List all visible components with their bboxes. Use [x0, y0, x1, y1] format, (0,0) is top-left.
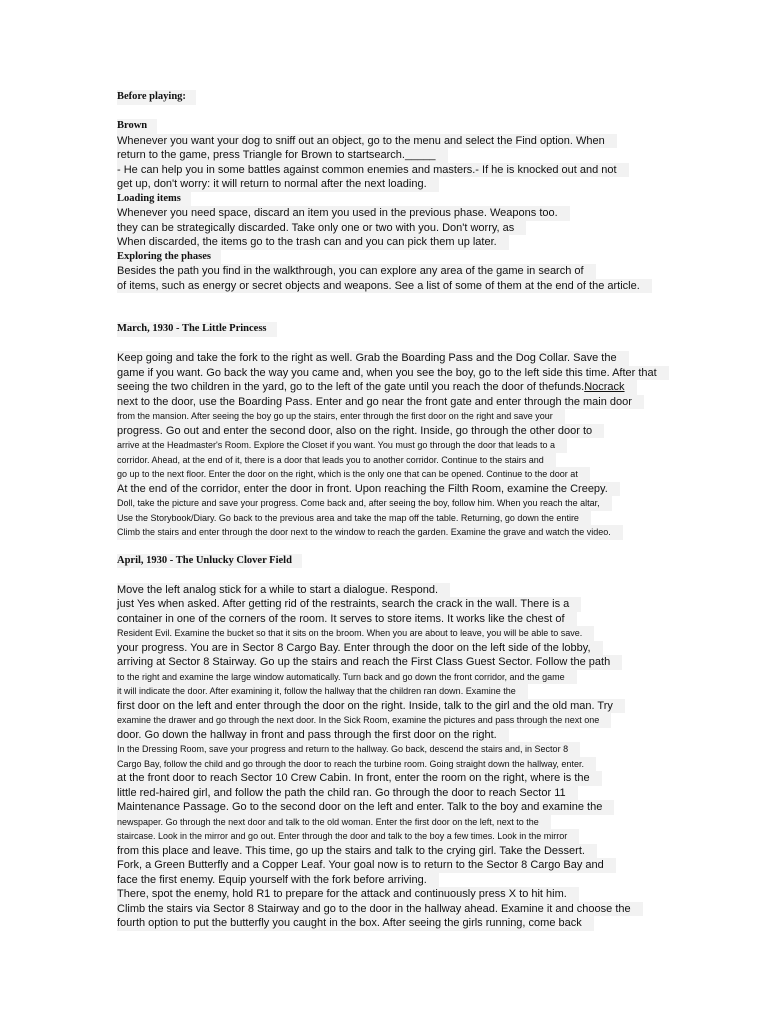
- april-section-heading: April, 1930 - The Unlucky Clover Field: [117, 554, 302, 569]
- exploring-line: of items, such as energy or secret objects and weapons. See a list of some of them at the end of the article.: [117, 279, 652, 294]
- march-section-heading: March, 1930 - The Little Princess: [117, 322, 277, 337]
- april-line: newspaper. Go through the next door and talk to the old woman. Enter the first door on the left, next to the: [117, 815, 551, 830]
- nocrack-link[interactable]: Nocrack: [584, 381, 625, 393]
- loading-line: When discarded, the items go to the trash can and you can pick them up later.: [117, 235, 509, 250]
- april-line: examine the drawer and go through the next door. In the Sick Room, examine the pictures and pass through the next one: [117, 713, 611, 728]
- april-line: Fork, a Green Butterfly and a Copper Leaf. Your goal now is to return to the Sector 8 Cargo Bay and: [117, 858, 616, 873]
- march-line-text: seeing the two children in the yard, go to the left of the gate until you reach the door of thefunds.: [117, 381, 585, 393]
- march-line: Keep going and take the fork to the right as well. Grab the Boarding Pass and the Dog Collar. Save the: [117, 351, 629, 366]
- loading-line: Whenever you need space, discard an item you used in the previous phase. Weapons too.: [117, 206, 570, 221]
- april-line: container in one of the corners of the room. It serves to store items. It works like the chest of: [117, 612, 577, 627]
- march-line: [117, 380, 637, 395]
- april-line: fourth option to put the butterfly you caught in the box. After seeing the girls running, come back: [117, 916, 594, 931]
- april-line: little red-haired girl, and follow the path the child ran. Go through the door to reach Sector 11: [117, 786, 578, 801]
- march-line: At the end of the corridor, enter the door in front. Upon reaching the Filth Room, examine the Creepy.: [117, 482, 620, 497]
- march-line: progress. Go out and enter the second door, also on the right. Inside, go through the other door to: [117, 424, 604, 439]
- april-line: at the front door to reach Sector 10 Crew Cabin. In front, enter the room on the right, where is the: [117, 771, 602, 786]
- exploring-line: Besides the path you find in the walkthrough, you can explore any area of the game in search of: [117, 264, 596, 279]
- before-playing-heading: Before playing:: [117, 90, 196, 105]
- march-line: Doll, take the picture and save your progress. Come back and, after seeing the boy, follow him. When you reach the altar,: [117, 496, 612, 511]
- march-line: next to the door, use the Boarding Pass. Enter and go near the front gate and enter through the main door: [117, 395, 644, 410]
- april-line: staircase. Look in the mirror and go out. Enter through the door and talk to the boy a few times. Look in the mirror: [117, 829, 579, 844]
- april-line: your progress. You are in Sector 8 Cargo Bay. Enter through the door on the left side of the lobby,: [117, 641, 603, 656]
- april-line: In the Dressing Room, save your progress and return to the hallway. Go back, descend the stairs and, in Sector 8: [117, 742, 580, 757]
- brown-line: - He can help you in some battles against common enemies and masters.- If he is knocked out and not: [117, 163, 629, 178]
- april-line: to the right and examine the large window automatically. Turn back and go down the front corridor, and the game: [117, 670, 577, 685]
- april-line: Climb the stairs via Sector 8 Stairway and go to the door in the hallway ahead. Examine it and choose the: [117, 902, 643, 917]
- march-line: Climb the stairs and enter through the door next to the window to reach the garden. Examine the grave and watch the video.: [117, 525, 623, 540]
- march-line: arrive at the Headmaster's Room. Explore the Closet if you want. You must go through the door that leads to a: [117, 438, 567, 453]
- april-line: face the first enemy. Equip yourself with the fork before arriving.: [117, 873, 439, 888]
- april-line: just Yes when asked. After getting rid of the restraints, search the crack in the wall. There is a: [117, 597, 581, 612]
- march-line: Use the Storybook/Diary. Go back to the previous area and take the map off the table. Returning, go down the entire: [117, 511, 591, 526]
- march-line: go up to the next floor. Enter the door on the right, which is the only one that can be opened. Continue to the door at: [117, 467, 590, 482]
- brown-line: get up, don't worry: it will return to normal after the next loading.: [117, 177, 439, 192]
- april-line: Cargo Bay, follow the child and go through the door to reach the turbine room. Going straight down the hallway, enter.: [117, 757, 596, 772]
- april-line: Maintenance Passage. Go to the second door on the left and enter. Talk to the boy and examine the: [117, 800, 614, 815]
- brown-heading: Brown: [117, 119, 157, 134]
- march-line: corridor. Ahead, at the end of it, there is a door that leads you to another corridor. Continue to the stairs and: [117, 453, 556, 468]
- april-line: There, spot the enemy, hold R1 to prepare for the attack and continuously press X to hit him.: [117, 887, 579, 902]
- april-line: arriving at Sector 8 Stairway. Go up the stairs and reach the First Class Guest Sector. Follow the path: [117, 655, 622, 670]
- brown-line: Whenever you want your dog to sniff out an object, go to the menu and select the Find option. When: [117, 134, 617, 149]
- april-line: door. Go down the hallway in front and pass through the first door on the right.: [117, 728, 509, 743]
- april-line: it will indicate the door. After examining it, follow the hallway that the children ran down. Examine the: [117, 684, 528, 699]
- april-line: from this place and leave. This time, go up the stairs and talk to the crying girl. Take the Dessert.: [117, 844, 597, 859]
- april-line: Resident Evil. Examine the bucket so that it sits on the broom. When you are about to leave, you will be able to save.: [117, 626, 594, 641]
- loading-items-heading: Loading items: [117, 192, 191, 207]
- exploring-heading: Exploring the phases: [117, 250, 221, 265]
- loading-line: they can be strategically discarded. Take only one or two with you. Don't worry, as: [117, 221, 526, 236]
- april-line: Move the left analog stick for a while to start a dialogue. Respond.: [117, 583, 450, 598]
- march-line: game if you want. Go back the way you came and, when you see the boy, go to the left side this time. After that: [117, 366, 669, 381]
- april-line: first door on the left and enter through the door on the right. Inside, talk to the girl and the old man. Try: [117, 699, 625, 714]
- brown-line: return to the game, press Triangle for Brown to startsearch._____: [117, 148, 448, 163]
- document-page: [117, 90, 677, 931]
- march-line: from the mansion. After seeing the boy go up the stairs, enter through the first door on the right and save your: [117, 409, 565, 424]
